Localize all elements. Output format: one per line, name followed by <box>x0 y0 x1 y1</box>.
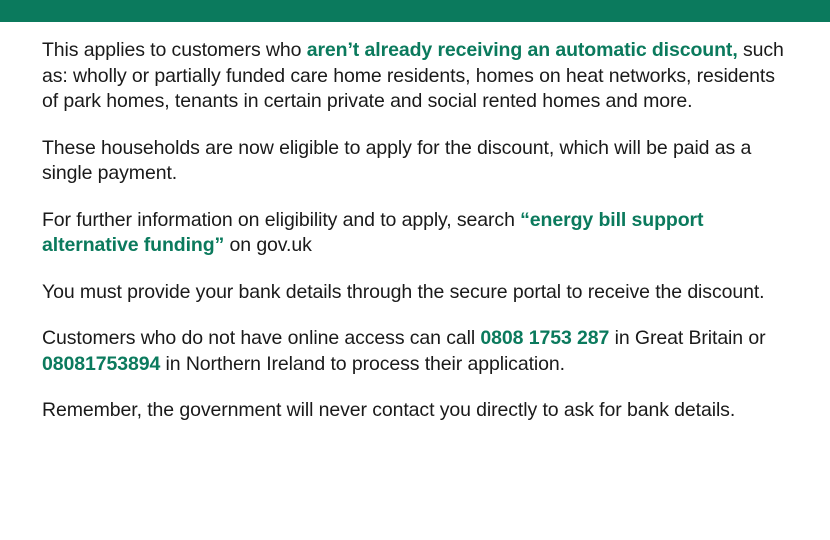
paragraph-5-text-part-3: in Northern Ireland to process their application. <box>160 352 565 375</box>
green-header-bar <box>0 0 830 22</box>
paragraph-3-text-part-2: on gov.uk <box>224 234 312 256</box>
paragraph-1-highlight: aren’t already receiving an automatic discount, <box>306 39 738 61</box>
phone-number-great-britain: 0808 1753 287 <box>480 327 610 349</box>
document-body <box>42 38 788 424</box>
paragraph-scam-warning: Remember, the government will never contact you directly to ask for bank details. <box>42 399 736 421</box>
paragraph-bank-details-portal: You must provide your bank details through the secure portal to receive the discount. <box>42 280 765 303</box>
paragraph-further-information <box>42 208 788 259</box>
paragraph-5-text-part-1: Customers who do not have online access can call <box>42 327 481 349</box>
phone-number-northern-ireland: 08081753894 <box>42 352 161 375</box>
paragraph-3-search-term: “energy bill support alternative funding” <box>42 208 704 256</box>
paragraph-phone-contacts <box>42 326 788 377</box>
paragraph-automatic-discount <box>42 38 788 115</box>
paragraph-1-text-part-2: such as: wholly or partially funded care home residents, homes on heat networks, residents of park homes, tenants in certain private and social rented homes and more. <box>42 39 784 112</box>
paragraph-eligible-single-payment: These households are now eligible to apply for the discount, which will be paid as a single payment. <box>42 136 752 184</box>
paragraph-5-text-part-2: in Great Britain or <box>609 327 766 349</box>
paragraph-1-text-part-1: This applies to customers who <box>42 39 307 61</box>
paragraph-3-text-part-1: For further information on eligibility and to apply, search <box>42 208 521 231</box>
